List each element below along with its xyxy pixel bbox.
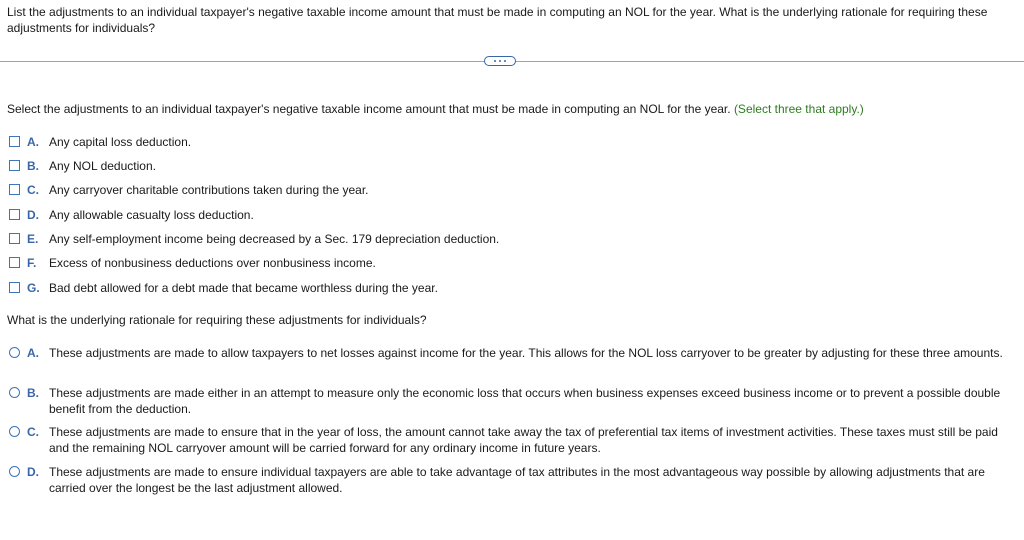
checkbox[interactable] xyxy=(9,233,20,244)
option-letter: B. xyxy=(27,159,39,173)
checkbox[interactable] xyxy=(9,136,20,147)
option-letter: A. xyxy=(27,346,39,360)
question-1-hint: (Select three that apply.) xyxy=(733,102,864,116)
question-1-text xyxy=(7,101,864,117)
radio-option-c[interactable] xyxy=(9,424,1014,456)
dot-icon xyxy=(504,60,506,62)
option-letter: F. xyxy=(27,256,37,270)
checkbox-option-d[interactable] xyxy=(9,207,254,223)
radio-option-a[interactable] xyxy=(9,345,1014,361)
option-letter: E. xyxy=(27,232,39,246)
option-letter: C. xyxy=(27,425,39,439)
option-letter: G. xyxy=(27,281,40,295)
option-text: Any capital loss deduction. xyxy=(49,135,192,149)
radio-option-b[interactable] xyxy=(9,385,1014,417)
checkbox-option-g[interactable] xyxy=(9,280,438,296)
checkbox-option-c[interactable] xyxy=(9,182,369,198)
radio-button[interactable] xyxy=(9,466,20,477)
radio-option-d[interactable] xyxy=(9,464,1014,496)
checkbox-option-e[interactable] xyxy=(9,231,499,247)
option-text: Any NOL deduction. xyxy=(49,159,156,173)
checkbox-option-a[interactable] xyxy=(9,134,191,150)
checkbox-option-b[interactable] xyxy=(9,158,156,174)
radio-button[interactable] xyxy=(9,426,20,437)
option-text: These adjustments are made either in an attempt to measure only the economic loss that occurs when business expenses exceed business income or to prevent a possible double benefit from the deduction. xyxy=(49,386,1001,416)
expand-more-button[interactable] xyxy=(484,56,516,66)
radio-button[interactable] xyxy=(9,347,20,358)
option-text: These adjustments are made to ensure that in the year of loss, the amount cannot take away the tax of preferential tax items of investment activities. These taxes must still be paid and the remaining NOL carryover amount will be carried forward for any ordinary income in future years. xyxy=(49,425,998,455)
checkbox[interactable] xyxy=(9,184,20,195)
dot-icon xyxy=(499,60,501,62)
question-1-label: Select the adjustments to an individual taxpayer's negative taxable income amount that must be made in computing an NOL for the year. xyxy=(7,102,731,116)
dot-icon xyxy=(494,60,496,62)
option-text: Excess of nonbusiness deductions over nonbusiness income. xyxy=(49,256,376,270)
question-prompt: List the adjustments to an individual taxpayer's negative taxable income amount that must be made in computing an NOL for the year. What is the underlying rationale for requiring these adjustments for individuals? xyxy=(7,5,988,35)
checkbox[interactable] xyxy=(9,209,20,220)
option-text: These adjustments are made to allow taxpayers to net losses against income for the year. This allows for the NOL loss carryover to be greater by adjusting for these three amounts. xyxy=(49,346,1003,360)
option-letter: A. xyxy=(27,135,39,149)
option-letter: D. xyxy=(27,208,39,222)
option-letter: D. xyxy=(27,465,39,479)
option-text: Any self-employment income being decreased by a Sec. 179 depreciation deduction. xyxy=(49,232,500,246)
option-text: These adjustments are made to ensure individual taxpayers are able to take advantage of tax attributes in the most advantageous way possible by allowing adjustments that are carried over the longest be the last adjustment allowed. xyxy=(49,465,985,495)
checkbox[interactable] xyxy=(9,257,20,268)
checkbox[interactable] xyxy=(9,282,20,293)
option-letter: C. xyxy=(27,183,39,197)
radio-button[interactable] xyxy=(9,387,20,398)
option-letter: B. xyxy=(27,386,39,400)
option-text: Any allowable casualty loss deduction. xyxy=(49,208,254,222)
option-text: Any carryover charitable contributions taken during the year. xyxy=(49,183,369,197)
option-text: Bad debt allowed for a debt made that became worthless during the year. xyxy=(49,281,438,295)
checkbox[interactable] xyxy=(9,160,20,171)
question-2-text: What is the underlying rationale for requiring these adjustments for individuals? xyxy=(7,313,427,327)
checkbox-option-f[interactable] xyxy=(9,255,376,271)
